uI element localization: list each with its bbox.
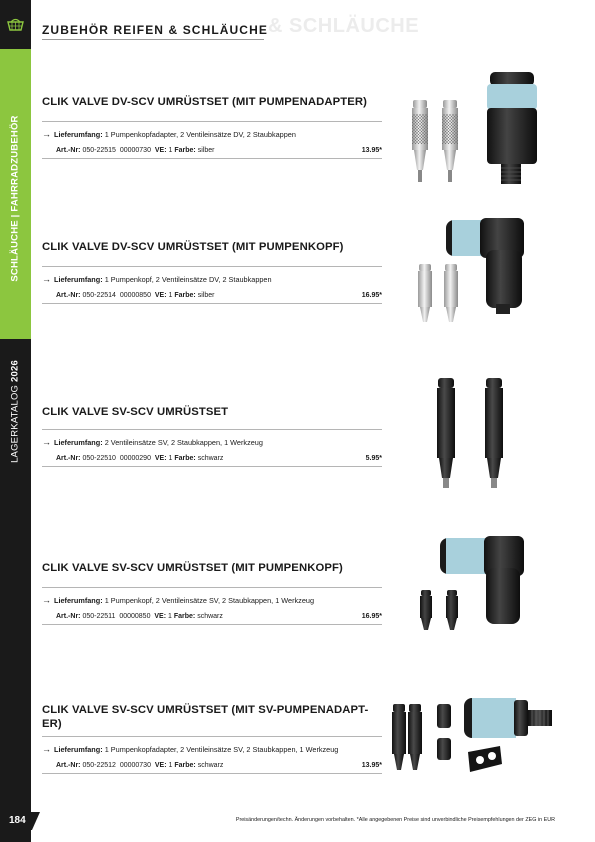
header-ghost-watermark: & SCHLÄUCHE xyxy=(268,15,420,37)
product-scope xyxy=(42,129,382,140)
footer-note: Preisänderungen/techn. Änderungen vorbehalten. *Alle angegebenen Preise sind unverbindliche Preisempfehlungen der ZEG in EUR xyxy=(235,817,555,823)
color-value: silber xyxy=(197,147,215,154)
product-scope xyxy=(42,437,382,448)
color-label: Farbe: xyxy=(174,147,196,154)
sidebar-logo-block xyxy=(0,0,31,49)
valve-insert-silver-2 xyxy=(442,100,458,182)
article-divider xyxy=(42,624,382,625)
product-price: 13.95* xyxy=(361,147,382,154)
product-title: CLIK VALVE DV-SCV UMRÜSTSET (MIT PUMPENKOPF) xyxy=(42,241,344,253)
product-article-row xyxy=(42,761,382,770)
product-image-sv-pumphead xyxy=(412,530,530,635)
ean-number: 00000730 xyxy=(119,762,151,769)
product-price: 16.95* xyxy=(361,613,382,620)
art-label: Art.-Nr: xyxy=(56,455,81,462)
product-divider xyxy=(42,121,382,122)
color-value: schwarz xyxy=(197,613,223,620)
scope-text: 1 Pumpenkopf, 2 Ventileinsätze DV, 2 Staubkappen xyxy=(104,275,272,284)
ve-value: 1 xyxy=(168,292,173,299)
scope-label: Lieferumfang: xyxy=(54,596,103,605)
ve-label: VE: xyxy=(154,762,167,769)
ve-label: VE: xyxy=(154,613,167,620)
art-number: 050-22510 xyxy=(82,455,116,462)
ean-number: 00000730 xyxy=(119,147,151,154)
article-divider xyxy=(42,466,382,467)
valve-insert-black-2 xyxy=(485,378,503,488)
product-article-row xyxy=(42,291,382,300)
ean-number: 00000290 xyxy=(119,455,151,462)
product-price: 13.95* xyxy=(361,762,382,769)
product-block xyxy=(42,703,382,774)
product-image-dv-adapter xyxy=(405,70,545,188)
product-article-row xyxy=(42,612,382,621)
page-title: ZUBEHÖR REIFEN & SCHLÄUCHE xyxy=(42,23,268,37)
color-label: Farbe: xyxy=(173,613,196,620)
scope-text: 1 Pumpenkopfadapter, 2 Ventileinsätze DV, 2 Staubkappen xyxy=(104,130,296,139)
scope-label: Lieferumfang: xyxy=(54,438,103,447)
product-image-dv-pumphead xyxy=(412,214,530,332)
product-block xyxy=(42,95,382,159)
valve-insert-silver-2 xyxy=(444,264,458,322)
valve-insert-black-1 xyxy=(420,590,432,630)
bike-basket-logo-icon xyxy=(6,18,25,33)
sidebar-category-label: SCHLÄUCHE | FAHRRADZUBEHÖR xyxy=(9,115,21,282)
art-label: Art.-Nr: xyxy=(56,613,81,620)
sv-pump-adapter xyxy=(464,698,552,738)
ve-value: 1 xyxy=(167,613,172,620)
art-label: Art.-Nr: xyxy=(56,762,81,769)
ve-label: VE: xyxy=(154,455,167,462)
product-price: 5.95* xyxy=(365,455,382,462)
scope-label: Lieferumfang: xyxy=(54,130,103,139)
color-label: Farbe: xyxy=(174,292,196,299)
product-title: CLIK VALVE SV-SCV UMRÜSTSET xyxy=(42,406,229,418)
page-number: 184 xyxy=(9,815,26,826)
valve-insert-silver-1 xyxy=(418,264,432,322)
product-divider xyxy=(42,266,382,267)
product-divider xyxy=(42,587,382,588)
article-divider xyxy=(42,303,382,304)
scope-label: Lieferumfang: xyxy=(54,275,103,284)
valve-insert-black-2 xyxy=(446,590,458,630)
product-scope xyxy=(42,274,382,285)
ve-label: VE: xyxy=(154,292,167,299)
product-block xyxy=(42,405,382,467)
valve-insert-black-1 xyxy=(437,378,455,488)
arrow-right-icon: → xyxy=(42,595,51,605)
scope-text: 1 Pumpenkopfadapter, 2 Ventileinsätze SV, 2 Staubkappen, 1 Werkzeug xyxy=(104,745,339,754)
sidebar-catalog-label xyxy=(10,360,21,463)
ve-value: 1 xyxy=(168,147,173,154)
product-divider xyxy=(42,429,382,430)
ve-value: 1 xyxy=(168,762,173,769)
valve-insert-black-2 xyxy=(408,704,422,770)
product-scope xyxy=(42,744,382,755)
scope-label: Lieferumfang: xyxy=(54,745,103,754)
color-label: Farbe: xyxy=(174,455,196,462)
pump-adapter-black xyxy=(487,72,537,184)
ean-number: 00000850 xyxy=(119,292,151,299)
catalog-year: 2026 xyxy=(9,360,21,383)
product-title: CLIK VALVE DV-SCV UMRÜSTSET (MIT PUMPENADAPTER) xyxy=(42,96,367,108)
art-label: Art.-Nr: xyxy=(56,292,81,299)
product-title: CLIK VALVE SV-SCV UMRÜSTSET (MIT PUMPENKOPF) xyxy=(42,562,343,574)
product-price: 16.95* xyxy=(361,292,382,299)
product-divider xyxy=(42,736,382,737)
product-image-sv-adapter-set xyxy=(388,690,558,780)
product-title-line2: ER) xyxy=(42,718,62,730)
ean-number: 00000850 xyxy=(119,613,151,620)
valve-insert-silver-1 xyxy=(412,100,428,182)
arrow-right-icon: → xyxy=(42,437,51,447)
ve-value: 1 xyxy=(168,455,173,462)
product-article-row xyxy=(42,454,382,463)
sidebar xyxy=(0,0,31,842)
article-divider xyxy=(42,773,382,774)
product-title xyxy=(42,703,382,731)
catalog-name: LAGERKATALOG xyxy=(9,384,21,463)
art-number: 050-22512 xyxy=(82,762,116,769)
header-divider xyxy=(42,39,264,40)
product-block xyxy=(42,561,382,625)
arrow-right-icon: → xyxy=(42,129,51,139)
dust-caps xyxy=(437,704,451,760)
ve-label: VE: xyxy=(154,147,167,154)
product-block xyxy=(42,240,382,304)
color-value: schwarz xyxy=(197,762,224,769)
scope-text: 1 Pumpenkopf, 2 Ventileinsätze SV, 2 Staubkappen, 1 Werkzeug xyxy=(104,596,315,605)
valve-tool xyxy=(468,746,502,772)
art-label: Art.-Nr: xyxy=(56,147,81,154)
article-divider xyxy=(42,158,382,159)
valve-insert-black-1 xyxy=(392,704,406,770)
product-scope xyxy=(42,595,382,606)
product-title-line1: CLIK VALVE SV-SCV UMRÜSTSET (MIT SV-PUMPENADAPT- xyxy=(42,704,369,716)
color-value: schwarz xyxy=(197,455,224,462)
scope-text: 2 Ventileinsätze SV, 2 Staubkappen, 1 Werkzeug xyxy=(104,438,263,447)
color-value: silber xyxy=(197,292,215,299)
product-article-row xyxy=(42,146,382,155)
product-image-sv-set xyxy=(428,372,518,496)
color-label: Farbe: xyxy=(174,762,196,769)
art-number: 050-22515 xyxy=(82,147,116,154)
art-number: 050-22514 xyxy=(82,292,116,299)
arrow-right-icon: → xyxy=(42,274,51,284)
arrow-right-icon: → xyxy=(42,744,51,754)
art-number: 050-22511 xyxy=(82,613,116,620)
